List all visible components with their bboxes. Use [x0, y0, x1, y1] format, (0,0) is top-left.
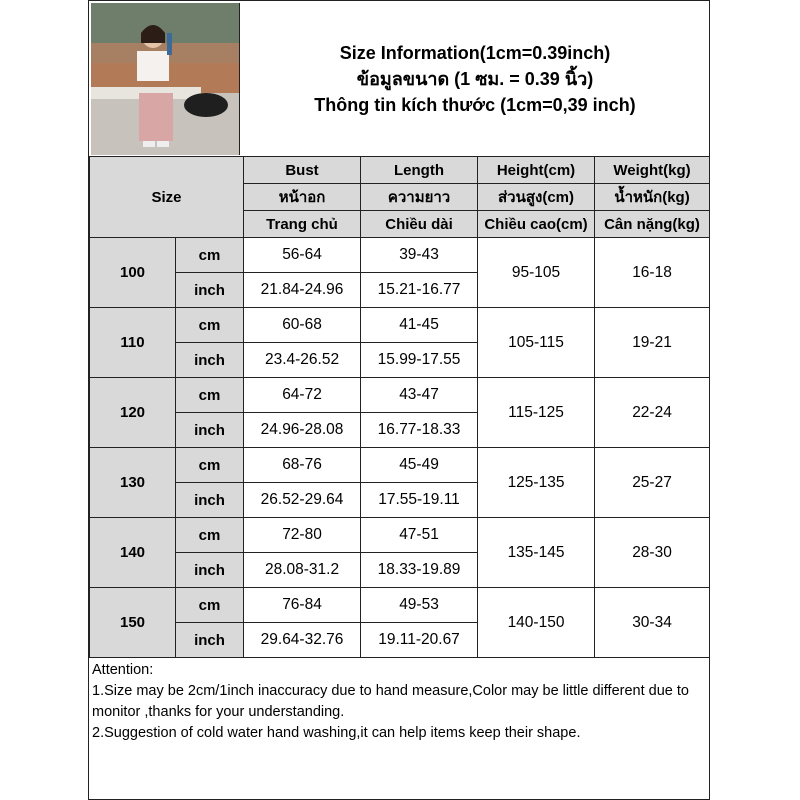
size-chart-sheet [88, 0, 710, 800]
length-cm-value: 39-43 [361, 238, 478, 273]
top-section [89, 1, 709, 157]
unit-inch-label: inch [176, 413, 244, 448]
weight-header-th: น้ำหนัก(kg) [595, 184, 710, 211]
unit-cm-label: cm [176, 448, 244, 483]
height-value: 125-135 [478, 448, 595, 518]
weight-value: 16-18 [595, 238, 710, 308]
table-row [90, 238, 710, 273]
table-row [90, 518, 710, 553]
attention-notes [92, 660, 704, 744]
size-value: 140 [90, 518, 176, 588]
table-row [90, 448, 710, 483]
size-table [89, 156, 710, 658]
length-inch-value: 18.33-19.89 [361, 553, 478, 588]
height-header-en: Height(cm) [478, 157, 595, 184]
bust-cm-value: 60-68 [244, 308, 361, 343]
unit-cm-label: cm [176, 518, 244, 553]
unit-cm-label: cm [176, 588, 244, 623]
bust-header-vi: Trang chủ [244, 211, 361, 238]
product-photo [91, 3, 240, 155]
unit-inch-label: inch [176, 273, 244, 308]
size-information-title [241, 1, 709, 156]
height-value: 95-105 [478, 238, 595, 308]
length-inch-value: 19.11-20.67 [361, 623, 478, 658]
title-vietnamese: Thông tin kích thước (1cm=0,39 inch) [314, 94, 636, 115]
bust-inch-value: 21.84-24.96 [244, 273, 361, 308]
table-row [90, 378, 710, 413]
size-value: 150 [90, 588, 176, 658]
length-cm-value: 41-45 [361, 308, 478, 343]
length-cm-value: 43-47 [361, 378, 478, 413]
size-value: 130 [90, 448, 176, 518]
height-header-th: ส่วนสูง(cm) [478, 184, 595, 211]
length-cm-value: 47-51 [361, 518, 478, 553]
title-english: Size Information(1cm=0.39inch) [339, 42, 611, 63]
unit-cm-label: cm [176, 308, 244, 343]
height-header-vi: Chiều cao(cm) [478, 211, 595, 238]
unit-inch-label: inch [176, 483, 244, 518]
length-inch-value: 15.99-17.55 [361, 343, 478, 378]
bust-inch-value: 24.96-28.08 [244, 413, 361, 448]
size-value: 100 [90, 238, 176, 308]
product-photo-icon [91, 3, 239, 155]
bust-inch-value: 28.08-31.2 [244, 553, 361, 588]
weight-header-en: Weight(kg) [595, 157, 710, 184]
unit-inch-label: inch [176, 553, 244, 588]
bust-inch-value: 26.52-29.64 [244, 483, 361, 518]
length-header-th: ความยาว [361, 184, 478, 211]
size-value: 110 [90, 308, 176, 378]
length-cm-value: 49-53 [361, 588, 478, 623]
size-value: 120 [90, 378, 176, 448]
weight-value: 22-24 [595, 378, 710, 448]
attention-note-1: 1.Size may be 2cm/1inch inaccuracy due to hand measure,Color may be little different due to monitor ,thanks for your understanding. [92, 683, 689, 720]
weight-header-vi: Cân nặng(kg) [595, 211, 710, 238]
table-row [90, 308, 710, 343]
length-inch-value: 15.21-16.77 [361, 273, 478, 308]
height-value: 105-115 [478, 308, 595, 378]
unit-inch-label: inch [176, 343, 244, 378]
table-header-row [90, 157, 710, 184]
bust-cm-value: 68-76 [244, 448, 361, 483]
length-inch-value: 16.77-18.33 [361, 413, 478, 448]
size-column-header: Size [90, 157, 244, 238]
attention-note-2: 2.Suggestion of cold water hand washing,it can help items keep their shape. [92, 725, 581, 741]
bust-header-th: หน้าอก [244, 184, 361, 211]
height-value: 140-150 [478, 588, 595, 658]
bust-inch-value: 23.4-26.52 [244, 343, 361, 378]
bust-cm-value: 76-84 [244, 588, 361, 623]
height-value: 115-125 [478, 378, 595, 448]
length-header-vi: Chiều dài [361, 211, 478, 238]
height-value: 135-145 [478, 518, 595, 588]
length-inch-value: 17.55-19.11 [361, 483, 478, 518]
length-header-en: Length [361, 157, 478, 184]
weight-value: 19-21 [595, 308, 710, 378]
bust-cm-value: 72-80 [244, 518, 361, 553]
weight-value: 25-27 [595, 448, 710, 518]
attention-heading: Attention: [92, 662, 154, 678]
bust-cm-value: 64-72 [244, 378, 361, 413]
bust-header-en: Bust [244, 157, 361, 184]
weight-value: 30-34 [595, 588, 710, 658]
title-thai: ข้อมูลขนาด (1 ซม. = 0.39 นิ้ว) [356, 68, 594, 89]
unit-inch-label: inch [176, 623, 244, 658]
table-row [90, 588, 710, 623]
weight-value: 28-30 [595, 518, 710, 588]
unit-cm-label: cm [176, 238, 244, 273]
length-cm-value: 45-49 [361, 448, 478, 483]
bust-inch-value: 29.64-32.76 [244, 623, 361, 658]
unit-cm-label: cm [176, 378, 244, 413]
bust-cm-value: 56-64 [244, 238, 361, 273]
